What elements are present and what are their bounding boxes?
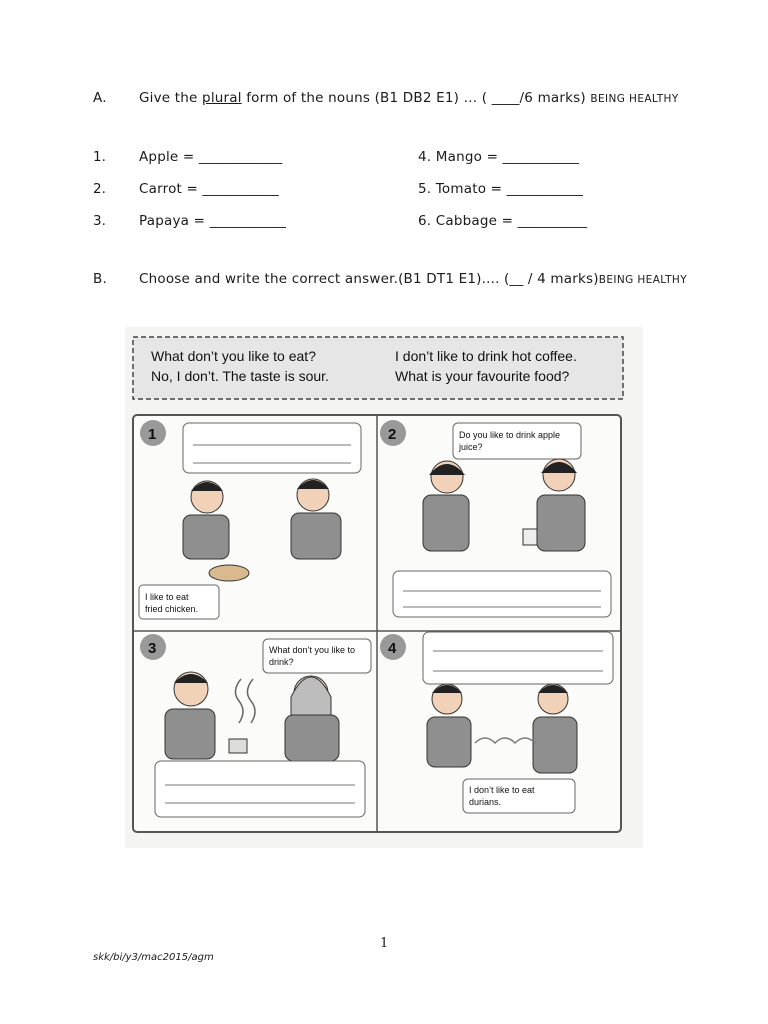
instruction-post: form of the nouns (B1 DB2 E1) … ( ____/6 marks) [241, 90, 591, 106]
panel-number: 4 [388, 640, 397, 657]
speech-text: Do you like to drink apple [459, 430, 561, 440]
banner-option: No, I don’t. The taste is sour. [151, 368, 329, 384]
section-b-instruction-text: Choose and write the correct answer.(B1 DT1 E1).... (__ / 4 marks) [139, 271, 599, 287]
item-carrot: Carrot = ___________ [139, 181, 279, 197]
section-b-instruction [139, 271, 687, 287]
footer-code: skk/bi/y3/mac2015/agm [93, 952, 214, 963]
item-cabbage: 6. Cabbage = __________ [418, 213, 588, 229]
plate [209, 565, 249, 581]
panel-number: 2 [388, 426, 397, 443]
answer-bubble-3 [155, 761, 365, 817]
page-number: 1 [380, 936, 389, 951]
speech-text: I like to eat [145, 592, 189, 602]
speech-text: juice? [459, 442, 483, 452]
coffee-cup [229, 739, 247, 753]
banner-option: I don’t like to drink hot coffee. [395, 348, 577, 364]
item-papaya: Papaya = ___________ [139, 213, 287, 229]
speech-text: I don’t like to eat [469, 785, 535, 795]
section-a-instruction [139, 90, 679, 106]
answer-bubble-4 [423, 632, 613, 684]
instruction-pre: Give the [139, 90, 203, 106]
item-number: 3. [93, 213, 106, 229]
exercise-illustration [125, 327, 643, 848]
section-a-letter: A. [93, 90, 107, 106]
exercise-picture [125, 327, 643, 848]
item-mango: 4. Mango = ___________ [418, 149, 580, 165]
speech-bubble [453, 423, 581, 459]
girl-figure [423, 461, 469, 551]
speech-text: durians. [469, 797, 502, 807]
item-number: 1. [93, 149, 106, 165]
juice-glass [523, 529, 537, 545]
speech-text: fried chicken. [145, 604, 199, 614]
section-a-theme: BEING HEALTHY [590, 93, 679, 105]
panel-number: 1 [148, 426, 157, 443]
item-number: 2. [93, 181, 106, 197]
speech-text: drink? [269, 657, 294, 667]
speech-text: What don’t you like to [269, 645, 356, 655]
instruction-plural: plural [202, 90, 242, 106]
banner-option: What is your favourite food? [395, 368, 570, 384]
item-tomato: 5. Tomato = ___________ [418, 181, 584, 197]
item-apple: Apple = ____________ [139, 149, 283, 165]
answer-bubble-1 [183, 423, 361, 473]
section-b-theme: BEING HEALTHY [598, 274, 688, 286]
answer-bubble-2 [393, 571, 611, 617]
section-b-letter: B. [93, 271, 107, 287]
panel-number: 3 [148, 640, 157, 657]
banner-option: What don’t you like to eat? [151, 348, 316, 364]
